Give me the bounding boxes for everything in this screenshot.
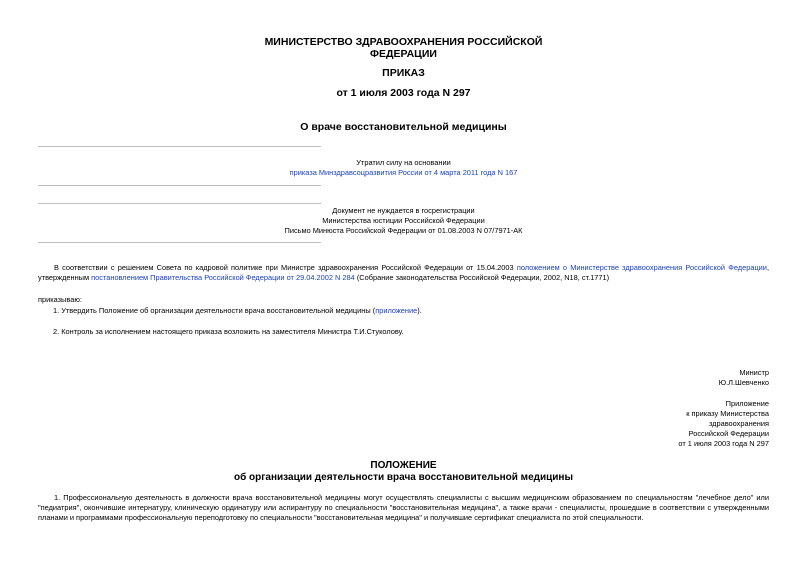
ministry-regulation-link[interactable]: положением о Министерстве здравоохранения Российской Федерации (516, 263, 767, 272)
preamble-text: (Собрание законодательства Российской Федерации, 2002, N18, ст.1771) (356, 273, 610, 282)
registration-note-line3: Письмо Минюста Российской Федерации от 01.08.2003 N 07/7971-АК (284, 226, 523, 235)
registration-note-line2: Министерства юстиции Российской Федерации (322, 216, 485, 225)
order-intro: приказываю: (38, 295, 82, 304)
regulation-title: ПОЛОЖЕНИЕ (370, 460, 437, 471)
order-item-text: 1. Утвердить Положение об организации деятельности врача восстановительной медицины ( (53, 306, 376, 315)
regulation-paragraph-1: 1. Профессиональную деятельность в должности врача восстановительной медицины могут осуществлять специалисты с высшим медицинским образованием по специальностям "лечебное дело" или "педиатрия", окончившие интернатуру, клиническую ординатуру или аспирантуру по специальности "восстановительная медицина", а также врачи - специалисты, прошедшие в соответствии с утвержденными планами и программами профессиональную переподготовку по специальности "восстановительная медицина" и получившие сертификат специалиста по этой специальности. (38, 493, 769, 522)
preamble-text: В соответствии с решением Совета по кадровой политике при Министре здравоохранения Российской Федерации от 15.04.2003 (54, 263, 514, 272)
appendix-line5: от 1 июля 2003 года N 297 (678, 439, 769, 448)
ministry-name-line2: ФЕДЕРАЦИИ (370, 48, 437, 60)
preamble-text: утвержденным (38, 273, 90, 282)
lost-force-label: Утратил силу на основании (356, 158, 451, 167)
order-item-2: 2. Контроль за исполнением настоящего приказа возложить на заместителя Министра Т.И.Стуколову. (53, 327, 404, 336)
signature-role: Министр (739, 368, 769, 377)
divider (38, 203, 321, 204)
appendix-line3: здравоохранения (708, 419, 769, 428)
page-title: О враче восстановительной медицины (300, 121, 507, 133)
appendix-line1: Приложение (725, 399, 769, 408)
divider (38, 242, 321, 243)
appendix-line2: к приказу Министерства (686, 409, 769, 418)
divider (38, 185, 321, 186)
order-item-1 (53, 306, 422, 316)
preamble-paragraph: В соответствии с решением Совета по кадровой политике при Министре здравоохранения Российской Федерации от 15.04.2003 положением о Министерстве здравоохранения Российской Федерации, утвержденным постановлением Правительства Российской Федерации от 29.04.2002 N 284 (Собрание законодательства Российской Федерации, 2002, N18, ст.1771) (38, 263, 770, 282)
ministry-name-line1: МИНИСТЕРСТВО ЗДРАВООХРАНЕНИЯ РОССИЙСКОЙ (264, 36, 543, 48)
appendix-link[interactable]: приложение (375, 306, 418, 315)
lost-force-link[interactable]: приказа Минздравсоцразвития России от 4 марта 2011 года N 167 (289, 168, 518, 177)
order-item-text: ). (417, 306, 422, 315)
divider (38, 146, 321, 147)
document-type: ПРИКАЗ (382, 67, 425, 79)
signature-name: Ю.Л.Шевченко (718, 378, 769, 387)
appendix-line4: Российской Федерации (688, 429, 769, 438)
government-decree-link[interactable]: постановлением Правительства Российской Федерации от 29.04.2002 N 284 (91, 273, 355, 282)
registration-note-line1: Документ не нуждается в госрегистрации (332, 206, 475, 215)
document-date-number: от 1 июля 2003 года N 297 (336, 87, 471, 99)
regulation-subtitle: об организации деятельности врача восстановительной медицины (233, 472, 573, 483)
